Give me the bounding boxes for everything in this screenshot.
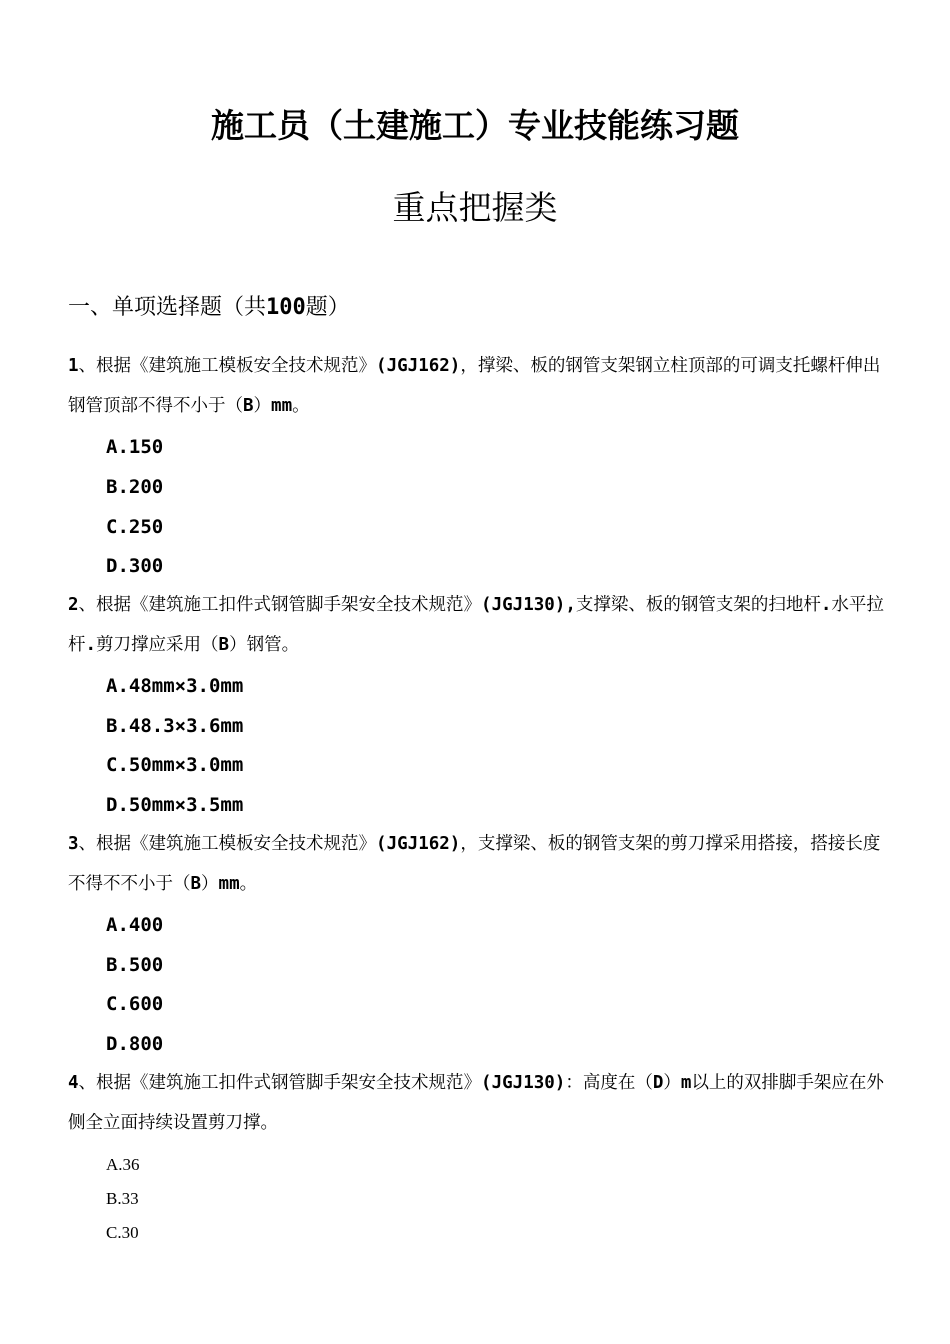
option-d: D.300 [106,555,164,577]
question-2 [68,585,884,665]
standard-code: (JGJ130), [481,595,576,615]
question-text: 根据《建筑施工扣件式钢管脚手架安全技术规范》 [96,595,482,615]
question-separator: 、 [78,595,97,615]
question-number: 3 [68,834,79,854]
question-text: 根据《建筑施工模板安全技术规范》 [96,834,377,854]
question-number: 2 [68,595,79,615]
section-prefix: 一、单项选择题（共 [68,295,267,320]
section-heading [68,292,350,324]
option-a: A.36 [106,1155,140,1174]
option-b: B.48.3×3.6mm [106,715,244,737]
question-text: 根据《建筑施工模板安全技术规范》 [96,356,377,376]
standard-code: (JGJ162) [376,834,461,854]
section-count: 100 [266,295,306,320]
option-d: D.50mm×3.5mm [106,794,244,816]
option-b: B.500 [106,954,164,976]
bold-dot: . [820,595,832,615]
answer-letter: B [190,874,202,894]
question-number: 1 [68,356,79,376]
option-a: A.150 [106,436,164,458]
question-text: ，支撑梁、板的钢管支架的剪刀撑采用搭接，搭接长度不得不不小于（ [68,834,881,894]
question-4 [68,1063,884,1143]
question-text: ，撑梁、板的钢管支架钢立柱顶部的可调支托螺杆伸出钢管顶部不得不小于（ [68,356,881,416]
question-separator: 、 [78,834,97,854]
question-text: 剪刀撑应采用（ [96,635,219,655]
question-separator: 、 [78,356,97,376]
question-text: ） [201,874,219,894]
question-text: 支撑梁、板的钢管支架的扫地杆 [575,595,821,615]
question-text: ） [253,396,272,416]
standard-code: (JGJ130) [481,1073,566,1093]
option-c: C.50mm×3.0mm [106,754,244,776]
question-text: ：高度在（ [565,1073,653,1093]
section-suffix: 题） [305,295,350,320]
option-a: A.400 [106,914,164,936]
question-text: 。 [239,874,258,894]
question-text: ） [663,1073,681,1093]
option-b: B.33 [106,1189,139,1208]
unit: mm [218,874,240,894]
option-c: C.250 [106,516,164,538]
question-separator: 、 [78,1073,97,1093]
option-c: C.600 [106,993,164,1015]
document-subtitle: 重点把握类 [392,188,558,227]
answer-letter: D [652,1073,664,1093]
standard-code: (JGJ162) [376,356,461,376]
option-a: A.48mm×3.0mm [106,675,244,697]
question-number: 4 [68,1073,79,1093]
question-text: ）钢管。 [229,635,300,655]
question-text: 水平拉杆 [68,595,884,655]
answer-letter: B [218,635,230,655]
option-b: B.200 [106,476,164,498]
bold-dot: . [85,635,97,655]
option-d: D.800 [106,1033,164,1055]
question-3 [68,824,884,904]
document-title: 施工员（土建施工）专业技能练习题 [211,106,739,145]
question-1 [68,346,884,426]
answer-letter: B [243,396,254,416]
option-c: C.30 [106,1223,139,1242]
question-text: 。 [292,396,310,416]
question-text: 以上的双排脚手架应在外侧全立面持续设置剪刀撑。 [68,1073,884,1133]
unit: mm [271,396,293,416]
unit: m [680,1073,692,1093]
question-text: 根据《建筑施工扣件式钢管脚手架安全技术规范》 [96,1073,482,1093]
